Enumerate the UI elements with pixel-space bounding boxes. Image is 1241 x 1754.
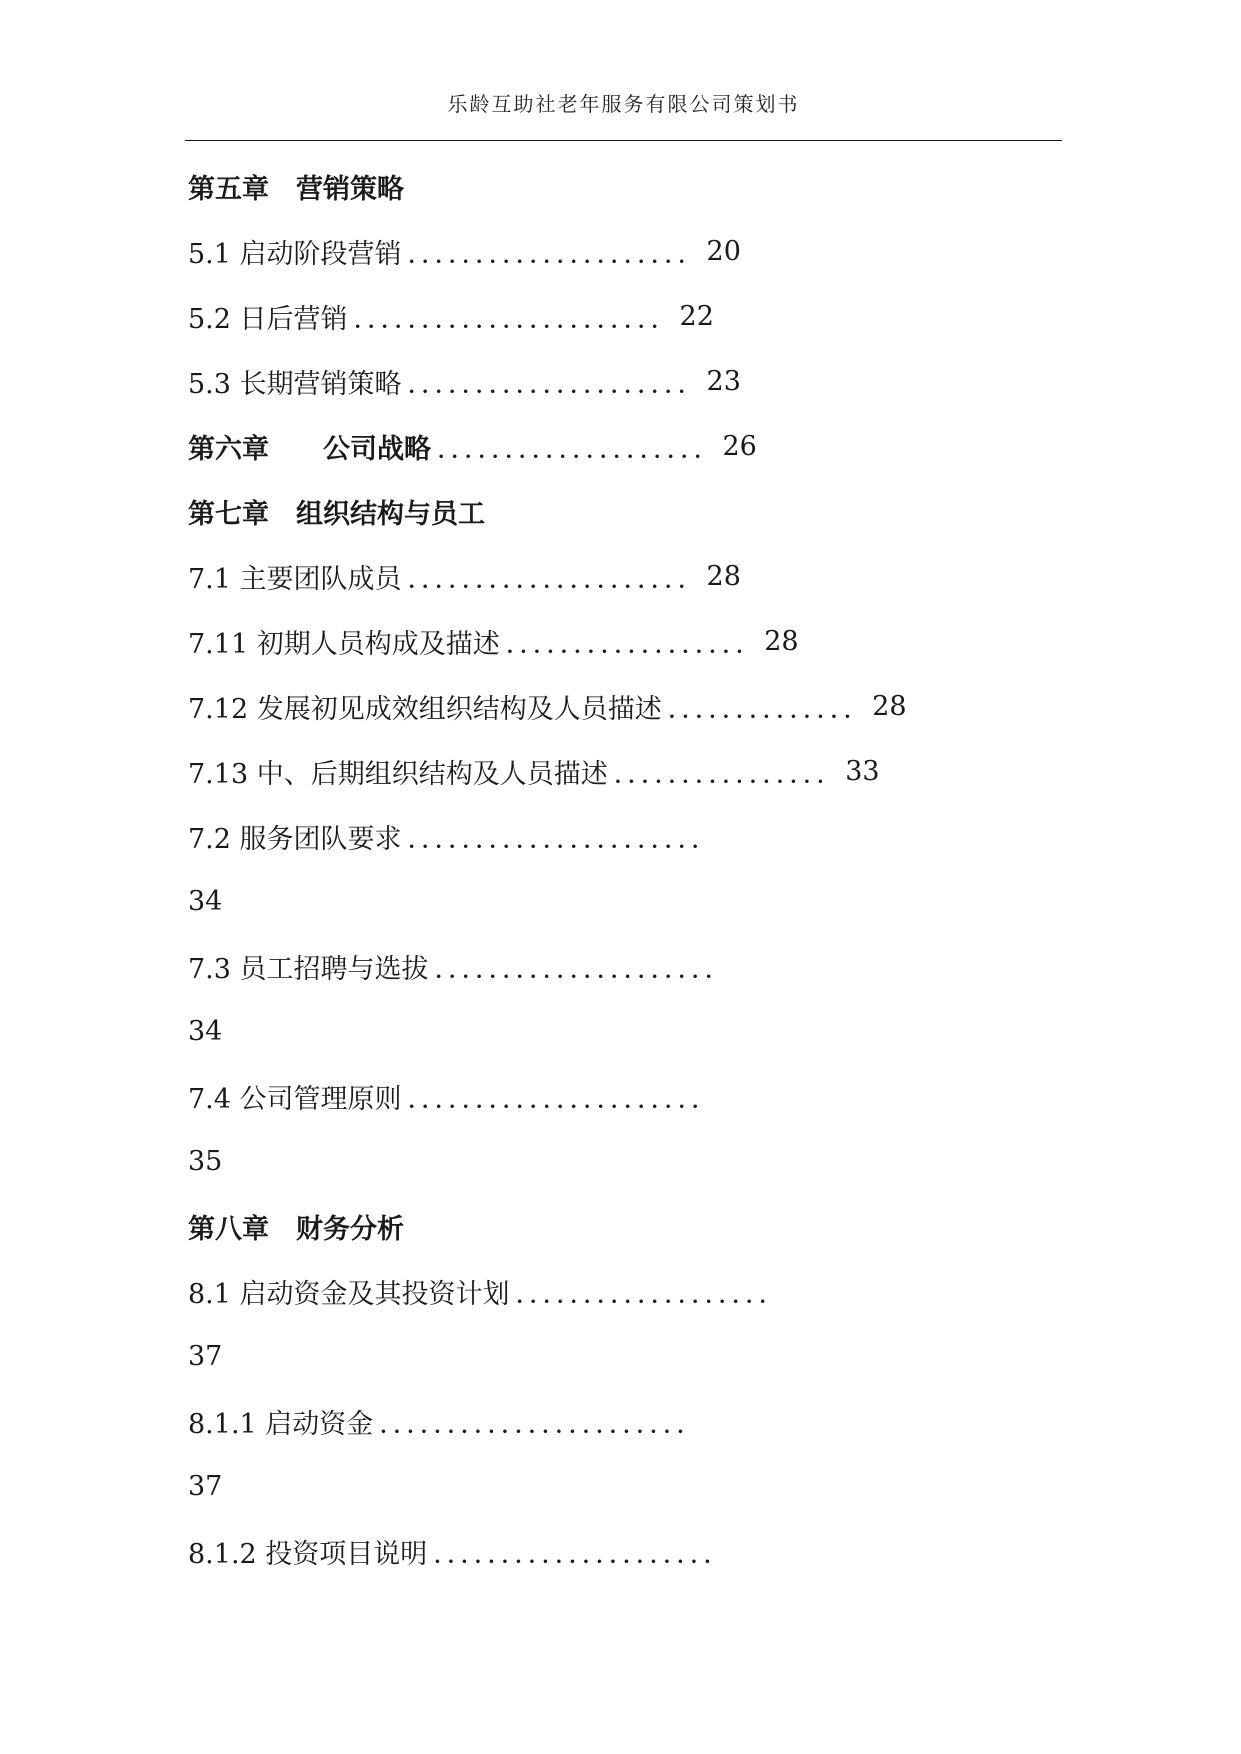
toc-page-number: 26 xyxy=(722,431,757,462)
toc-entry-5-3[interactable] xyxy=(188,349,1058,414)
toc-label: 8.1 启动资金及其投资计划 xyxy=(188,1279,510,1310)
toc-leader-dots: ．．．．．．．．．．．．．．．．．．． xyxy=(515,1279,786,1310)
toc-label: 第五章 营销策略 xyxy=(188,174,404,205)
toc-label: 第七章 组织结构与员工 xyxy=(188,499,485,530)
toc-page-number: 35 xyxy=(188,1146,223,1177)
toc-chapter-5-heading[interactable] xyxy=(188,154,1058,219)
toc-label: 5.1 启动阶段营销 xyxy=(188,239,402,270)
header-divider xyxy=(185,140,1062,141)
toc-label: 7.12 发展初见成效组织结构及人员描述 xyxy=(188,694,662,725)
toc-entry-8-1-1[interactable] xyxy=(188,1389,1058,1454)
toc-entry-5-1[interactable] xyxy=(188,219,1058,284)
toc-leader-dots: ．．．．．．．．．．．．．．．．．．．．．．． xyxy=(353,304,678,335)
toc-entry-7-13[interactable] xyxy=(188,739,1058,804)
toc-chapter-7-heading[interactable] xyxy=(188,479,1058,544)
toc-label: 8.1.2 投资项目说明 xyxy=(188,1539,428,1570)
toc-leader-dots: ．．．．．．．．．．．．．．．．．．．．． xyxy=(407,369,705,400)
toc-wrapped-page-number xyxy=(188,1129,1058,1194)
toc-leader-dots: ．．．．．．．．．．．．．．．．．．．．． xyxy=(433,1539,731,1570)
toc-entry-7-12[interactable] xyxy=(188,674,1058,739)
toc-label: 8.1.1 启动资金 xyxy=(188,1409,374,1440)
toc-leader-dots: ．．．．．．．．．．．．．．．．．．．．．． xyxy=(407,824,719,855)
toc-page-number: 20 xyxy=(706,236,741,267)
toc-entry-7-3[interactable] xyxy=(188,934,1058,999)
toc-page-number: 22 xyxy=(679,301,714,332)
toc-chapter-8-heading[interactable] xyxy=(188,1194,1058,1259)
toc-label: 第八章 财务分析 xyxy=(188,1214,404,1245)
toc-leader-dots: ．．．．．．．．．．．．．．．．．．．．．．． xyxy=(379,1409,704,1440)
running-header: 乐龄互助社老年服务有限公司策划书 xyxy=(447,92,800,116)
toc-entry-7-4[interactable] xyxy=(188,1064,1058,1129)
toc-chapter-6-heading[interactable] xyxy=(188,414,1058,479)
toc-page-number: 34 xyxy=(188,1016,223,1047)
table-of-contents xyxy=(188,154,1058,1584)
toc-label: 7.3 员工招聘与选拔 xyxy=(188,954,429,985)
toc-wrapped-page-number xyxy=(188,869,1058,934)
toc-leader-dots: ．．．．．．．．．．．．．．．．．． xyxy=(505,629,763,660)
toc-leader-dots: ．．．．．．．．．．．．．．．．．．．．． xyxy=(407,239,705,270)
toc-label: 5.3 长期营销策略 xyxy=(188,369,402,400)
toc-label: 7.2 服务团队要求 xyxy=(188,824,402,855)
toc-leader-dots: ．．．．．．．．．．．．．．．．．．．．．． xyxy=(407,1084,719,1115)
toc-page-number: 28 xyxy=(764,626,799,657)
toc-page-number: 37 xyxy=(188,1471,223,1502)
toc-label: 7.13 中、后期组织结构及人员描述 xyxy=(188,759,608,790)
toc-leader-dots: ．．．．．．．．．．．．．．．．．．．．． xyxy=(434,954,732,985)
toc-leader-dots: ．．．．．．．．．．．．．．．． xyxy=(613,759,844,790)
toc-page-number: 23 xyxy=(706,366,741,397)
toc-wrapped-page-number xyxy=(188,1454,1058,1519)
toc-entry-8-1[interactable] xyxy=(188,1259,1058,1324)
toc-label: 7.4 公司管理原则 xyxy=(188,1084,402,1115)
toc-entry-7-11[interactable] xyxy=(188,609,1058,674)
toc-wrapped-page-number xyxy=(188,1324,1058,1389)
toc-page-number: 37 xyxy=(188,1341,223,1372)
toc-label: 第六章 公司战略 xyxy=(188,434,431,465)
toc-page-number: 28 xyxy=(872,691,907,722)
toc-entry-7-1[interactable] xyxy=(188,544,1058,609)
toc-leader-dots: ．．．．．．．．．．．．．．．．．．．． xyxy=(437,434,721,465)
toc-leader-dots: ．．．．．．．．．．．．．． xyxy=(667,694,871,725)
toc-entry-7-2[interactable] xyxy=(188,804,1058,869)
toc-page-number: 34 xyxy=(188,886,223,917)
toc-label: 7.1 主要团队成员 xyxy=(188,564,402,595)
toc-label: 7.11 初期人员构成及描述 xyxy=(188,629,500,660)
toc-page-number: 28 xyxy=(706,561,741,592)
toc-page-number: 33 xyxy=(845,756,880,787)
toc-entry-5-2[interactable] xyxy=(188,284,1058,349)
toc-wrapped-page-number xyxy=(188,999,1058,1064)
toc-label: 5.2 日后营销 xyxy=(188,304,348,335)
toc-leader-dots: ．．．．．．．．．．．．．．．．．．．．． xyxy=(407,564,705,595)
toc-entry-8-1-2[interactable] xyxy=(188,1519,1058,1584)
